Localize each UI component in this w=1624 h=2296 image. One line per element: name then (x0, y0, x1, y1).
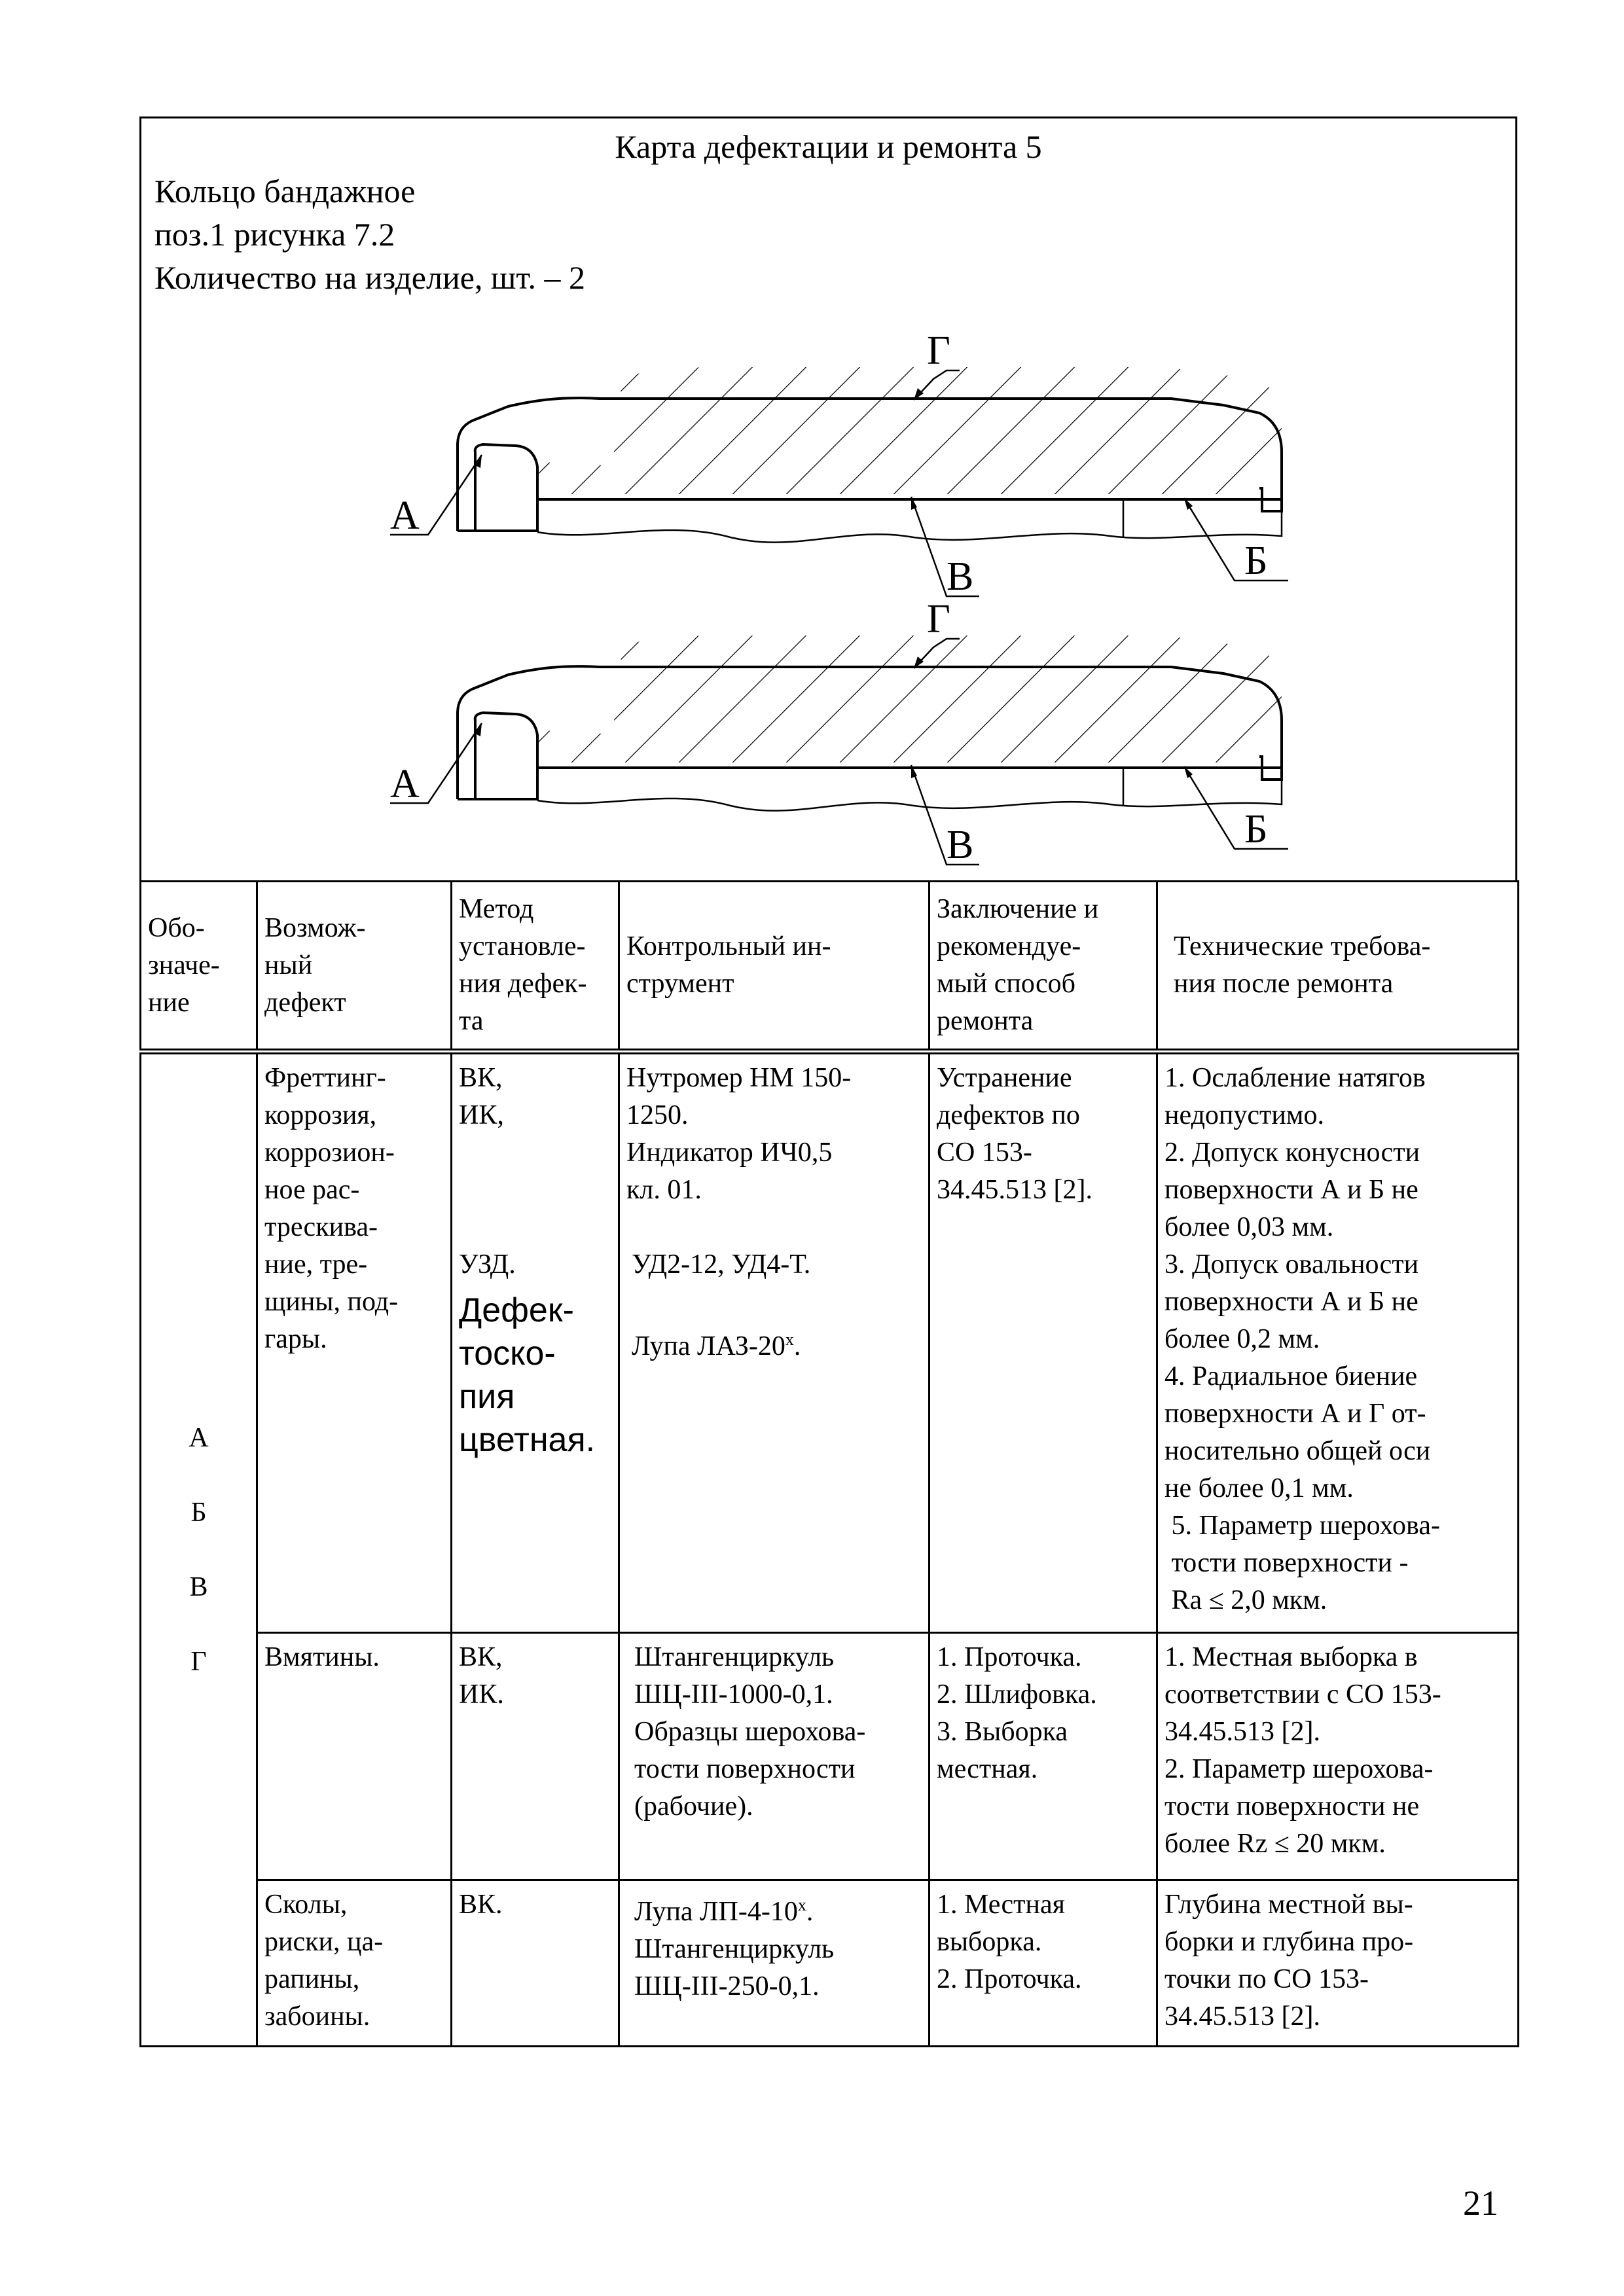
header-designation: Обо- значе- ние (141, 882, 257, 1052)
text-line: ИК. (459, 1679, 504, 1710)
designation-cell (141, 1052, 257, 2047)
text-line: 2. Допуск конусности (1164, 1138, 1420, 1168)
tool-lupa-lp (634, 1886, 922, 1931)
text-line: недопустимо. (1164, 1100, 1324, 1130)
text-line: цветная. (459, 1421, 596, 1459)
text-line: ВК, (459, 1063, 503, 1093)
method-dye-penetrant (459, 1289, 611, 1462)
label-a-bottom: А (390, 762, 420, 806)
text-line: пия (459, 1378, 515, 1416)
label-g-top: Г (927, 329, 950, 373)
requirements-text (1164, 1886, 1511, 2036)
text-line: 34.45.513 [2]. (1164, 1717, 1320, 1747)
text-line: борки и глубина про- (1164, 1927, 1414, 1957)
method-text (459, 1639, 611, 1713)
upper-section-view (390, 367, 1288, 596)
text-line: гары. (264, 1324, 327, 1354)
text-line: 1. Местная выборка в (1164, 1642, 1418, 1672)
text-line: Дефек- (459, 1291, 574, 1329)
text-line: 3. Выборка (937, 1717, 1068, 1747)
text-line: ШЦ-III-1000-0,1. (634, 1679, 833, 1710)
tool-lupa-lp-sup: х (797, 1895, 806, 1914)
text-line: 4. Радиальное биение (1164, 1361, 1418, 1391)
text-line: дефектов по (937, 1100, 1080, 1130)
defect-text (264, 1886, 444, 2036)
text-line: Нутромер НМ 150- (626, 1063, 852, 1093)
conclusion-text (937, 1886, 1149, 1998)
text-line: ние, тре- (264, 1249, 368, 1280)
requirements-cell (1157, 1633, 1519, 1880)
text-line: (рабочие). (634, 1791, 753, 1821)
text-line: Штангенциркуль (634, 1642, 835, 1672)
table-row (141, 1052, 1519, 1633)
text-line: тости поверхности (634, 1754, 856, 1784)
text-line: 1250. (626, 1100, 689, 1130)
header-conclusion: Заключение и рекомендуе- мый способ ремонта (929, 882, 1157, 1052)
tool-cell (619, 1633, 929, 1880)
defect-cell (257, 1633, 452, 1880)
conclusion-text (937, 1639, 1149, 1788)
text-line: Сколы, (264, 1890, 348, 1920)
text-line: Глубина местной вы- (1164, 1890, 1413, 1920)
text-line: 1. Ослабление натягов (1164, 1063, 1426, 1093)
text-line: Устранение (937, 1063, 1072, 1093)
text-line: выборка. (937, 1927, 1042, 1957)
table-row (141, 1633, 1519, 1880)
text-line: Вмятины. (264, 1642, 380, 1672)
text-line: не более 0,1 мм. (1164, 1473, 1354, 1503)
text-line: поверхности А и Г от- (1164, 1399, 1426, 1429)
tool-cell (619, 1880, 929, 2047)
text-line: поверхности А и Б не (1164, 1287, 1418, 1317)
method-uzd: УЗД. (459, 1249, 516, 1280)
label-v-bottom: В (947, 823, 974, 867)
text-line: соответствии с СО 153- (1164, 1679, 1441, 1710)
text-line: тости поверхности не (1164, 1791, 1420, 1821)
text-line: 5. Параметр шерохова- (1164, 1511, 1440, 1541)
text-line: ИК, (459, 1100, 504, 1130)
text-line: точки по СО 153- (1164, 1964, 1369, 1994)
text-line: более 0,03 мм. (1164, 1212, 1334, 1242)
defect-cell (257, 1052, 452, 1633)
text-line: Индикатор ИЧ0,5 (626, 1138, 833, 1168)
text-line: щины, под- (264, 1287, 399, 1317)
text-line: 3. Допуск овальности (1164, 1249, 1419, 1280)
defect-text (264, 1060, 444, 1358)
requirements-text (1164, 1060, 1511, 1619)
text-line: 2. Проточка. (937, 1964, 1082, 1994)
tool-text (634, 1639, 922, 1825)
label-b-top: Б (1244, 539, 1268, 583)
label-b-bottom: Б (1244, 807, 1268, 852)
text-line: кл. 01. (626, 1175, 702, 1205)
part-name: Кольцо бандажное (154, 173, 416, 209)
conclusion-cell (929, 1880, 1157, 2047)
method-cell (452, 1880, 619, 2047)
part-position: поз.1 рисунка 7.2 (154, 216, 395, 253)
part-quantity: Количество на изделие, шт. – 2 (154, 259, 585, 296)
text-line: СО 153- (937, 1138, 1032, 1168)
method-cell (452, 1633, 619, 1880)
defect-text (264, 1639, 444, 1676)
header-defect: Возмож- ный дефект (257, 882, 452, 1052)
label-v-top: В (947, 554, 974, 599)
text-line: более 0,2 мм. (1164, 1324, 1320, 1354)
text-line: тости поверхности - (1164, 1548, 1409, 1578)
text-line: носительно общей оси (1164, 1436, 1431, 1466)
tool-lupa-sup: х (785, 1330, 794, 1349)
table-row (141, 1880, 1519, 2047)
tool-cell (619, 1052, 929, 1633)
text-line: 2. Шлифовка. (937, 1679, 1097, 1710)
text-line: 1. Проточка. (937, 1642, 1082, 1672)
lower-hatched-body (534, 636, 1282, 762)
tool-text (634, 1931, 922, 2005)
header-block (139, 117, 1517, 882)
header-tool: Контрольный ин- струмент (619, 882, 929, 1052)
defect-table (139, 880, 1519, 2047)
tool-text (626, 1060, 922, 1209)
page-number: 21 (1463, 2183, 1498, 2223)
designation-list (148, 1401, 249, 1699)
requirements-cell (1157, 1880, 1519, 2047)
text-line: ВК. (459, 1890, 503, 1920)
lower-section-view (390, 636, 1288, 865)
text-line: 1. Местная (937, 1890, 1065, 1920)
method-text (459, 1060, 611, 1134)
text-line: коррозия, (264, 1100, 377, 1130)
requirements-cell (1157, 1052, 1519, 1633)
label-a-top: А (390, 493, 420, 538)
tool-lupa (626, 1321, 922, 1365)
conclusion-text (937, 1060, 1149, 1209)
header-requirements: Технические требова- ния после ремонта (1157, 882, 1519, 1052)
text-line: рапины, (264, 1964, 360, 1994)
text-line: А (189, 1423, 209, 1453)
text-line: В (189, 1572, 208, 1602)
tool-ud: УД2-12, УД4-Т. (632, 1249, 811, 1280)
tool-lupa-lp-text: Лупа ЛП-4-10 (634, 1897, 798, 1927)
text-line: Г (190, 1647, 207, 1677)
text-line: Штангенциркуль (634, 1934, 835, 1964)
defect-table-wrap (139, 880, 1517, 2047)
table-header-row (141, 882, 1519, 1052)
conclusion-cell (929, 1633, 1157, 1880)
upper-hatched-body (534, 367, 1282, 494)
ring-section-drawings (141, 118, 1519, 884)
card-title: Карта дефектации и ремонта 5 (615, 128, 1042, 165)
text-line: риски, ца- (264, 1927, 384, 1957)
defect-cell (257, 1880, 452, 2047)
requirements-text (1164, 1639, 1511, 1863)
text-line: 34.45.513 [2]. (937, 1175, 1092, 1205)
text-line: Фреттинг- (264, 1063, 386, 1093)
text-line: 2. Параметр шерохова- (1164, 1754, 1434, 1784)
label-g-bottom: Г (927, 597, 950, 641)
text-line: забоины. (264, 2001, 370, 2032)
text-line: ное рас- (264, 1175, 360, 1205)
text-line: Образцы шерохова- (634, 1717, 866, 1747)
text-line: ШЦ-III-250-0,1. (634, 1971, 820, 2001)
method-text (459, 1886, 611, 1924)
conclusion-cell (929, 1052, 1157, 1633)
text-line: более Rz ≤ 20 мкм. (1164, 1829, 1386, 1859)
text-line: местная. (937, 1754, 1038, 1784)
text-line: тоско- (459, 1335, 556, 1372)
method-cell (452, 1052, 619, 1633)
tool-lupa-text: Лупа ЛАЗ-20 (632, 1331, 785, 1361)
text-line: Б (190, 1498, 207, 1528)
text-line: ВК, (459, 1642, 503, 1672)
text-line: трескива- (264, 1212, 378, 1242)
header-method: Метод установле- ния дефек- та (452, 882, 619, 1052)
text-line: Ra ≤ 2,0 мкм. (1164, 1585, 1327, 1615)
text-line: коррозион- (264, 1138, 395, 1168)
text-line: поверхности А и Б не (1164, 1175, 1418, 1205)
tool-lupa-end: . (793, 1331, 801, 1361)
text-line: 34.45.513 [2]. (1164, 2001, 1320, 2032)
tool-lupa-lp-end: . (806, 1897, 814, 1927)
